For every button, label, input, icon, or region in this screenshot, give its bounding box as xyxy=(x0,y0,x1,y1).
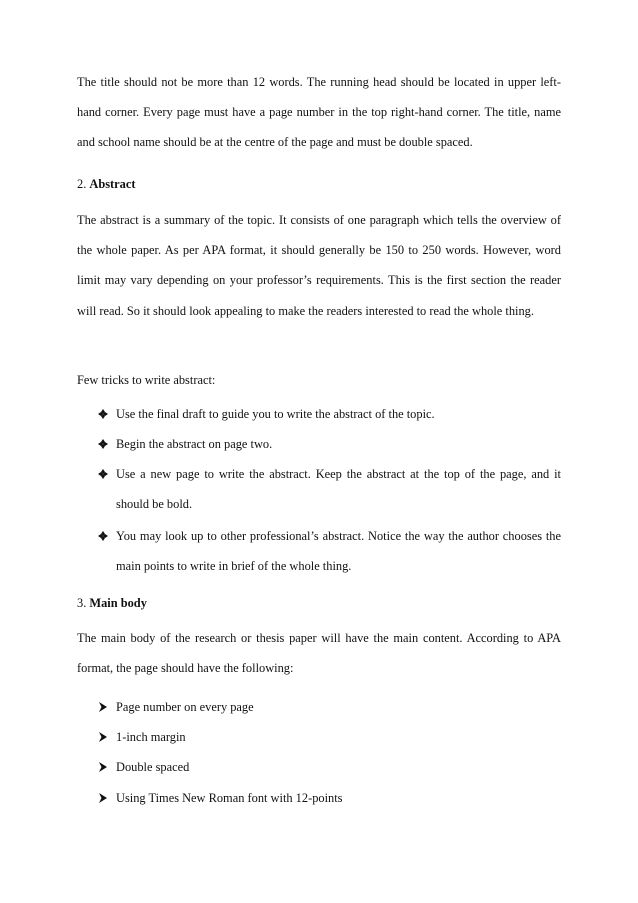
diamond-bullet-icon xyxy=(96,464,110,484)
section-number: 3. xyxy=(77,596,90,610)
section-number: 2. xyxy=(77,177,90,191)
list-item-text: You may look up to other professional’s abstract. Notice the way the author chooses the main points to write in brief of the whole thing. xyxy=(116,529,561,574)
intro-paragraph: The title should not be more than 12 words. The running head should be located in upper left-hand corner. Every page must have a page number in the top right-hand corner. The title, name and school name should be at the centre of the page and must be double spaced. xyxy=(77,75,561,150)
section-heading-abstract xyxy=(77,174,136,194)
diamond-bullet-icon xyxy=(96,434,110,454)
diamond-bullet-icon xyxy=(96,404,110,424)
list-item-text: Begin the abstract on page two. xyxy=(116,437,273,451)
list-item-text: Page number on every page xyxy=(116,700,254,714)
list-item-text: Double spaced xyxy=(116,760,190,774)
abstract-paragraph: The abstract is a summary of the topic. It consists of one paragraph which tells the overview of the whole paper. As per APA format, it should generally be 150 to 250 words. However, word limit may vary depending on your professor’s requirements. This is the first section the reader will read. So it should look appealing to make the readers interested to read the whole thing. xyxy=(77,213,561,318)
list-item-text: Using Times New Roman font with 12-points xyxy=(116,791,343,805)
main-body-paragraph: The main body of the research or thesis paper will have the main content. According to APA format, the page should have the following: xyxy=(77,631,561,676)
list-item-text: 1-inch margin xyxy=(116,730,186,744)
list-item-text: Use a new page to write the abstract. Keep the abstract at the top of the page, and it should be bold. xyxy=(116,467,561,512)
list-item-text: Use the final draft to guide you to write the abstract of the topic. xyxy=(116,407,435,421)
section-heading-main-body xyxy=(77,593,147,613)
section-title: Main body xyxy=(89,596,147,610)
diamond-bullet-icon xyxy=(96,526,110,546)
tips-intro: Few tricks to write abstract: xyxy=(77,373,216,387)
arrowhead-bullet-icon xyxy=(96,697,110,717)
arrowhead-bullet-icon xyxy=(96,788,110,808)
arrowhead-bullet-icon xyxy=(96,757,110,777)
arrowhead-bullet-icon xyxy=(96,727,110,747)
section-title: Abstract xyxy=(89,177,136,191)
